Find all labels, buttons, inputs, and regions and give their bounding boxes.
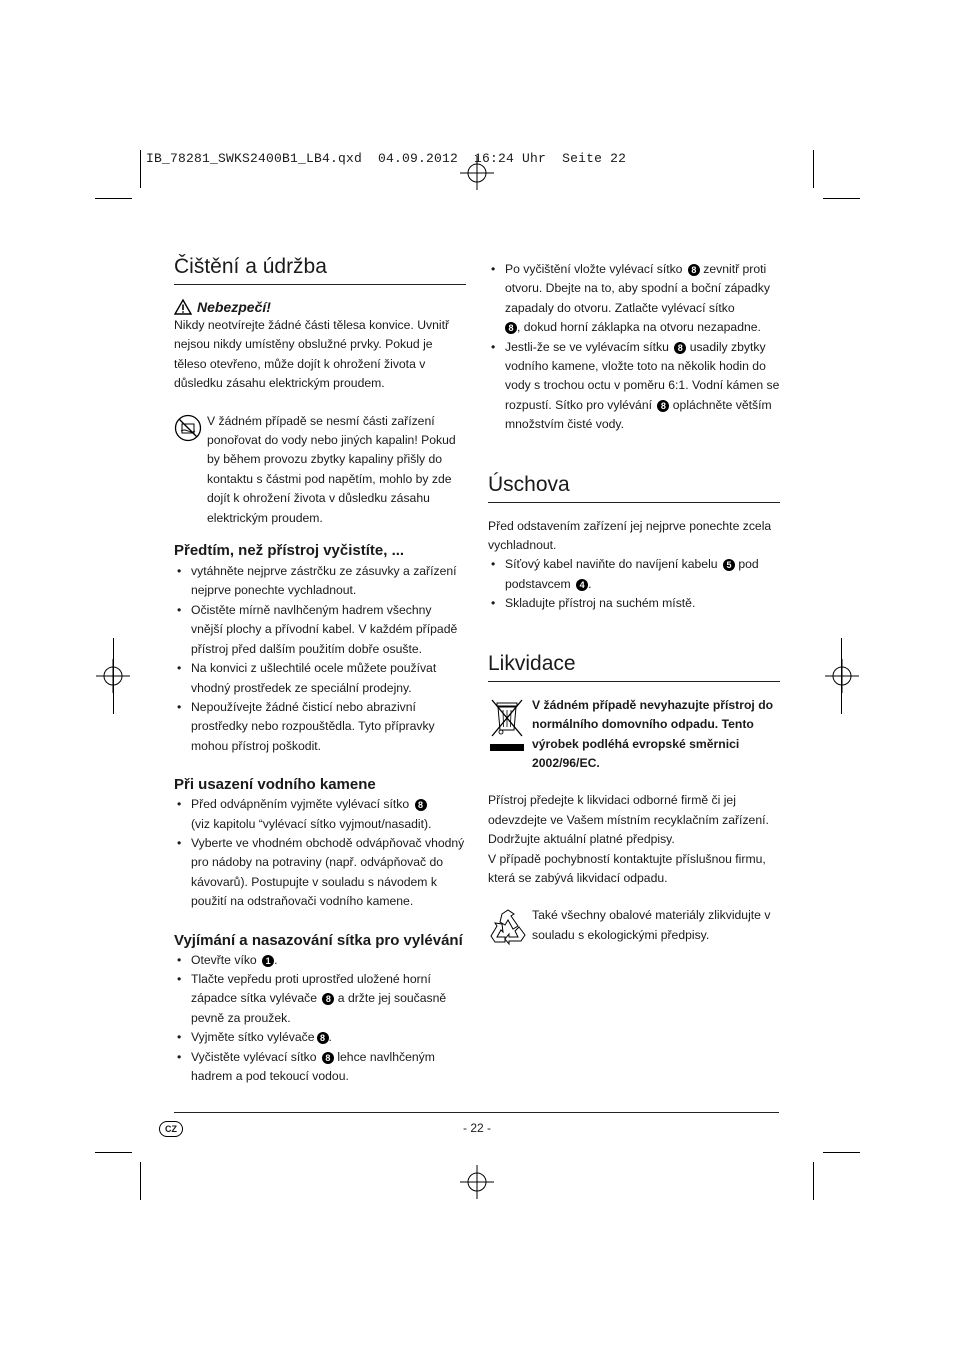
- crop-mark: [841, 638, 842, 714]
- list-item: [174, 970, 466, 1028]
- crop-mark: [823, 198, 860, 199]
- ref-number-sieve: 8: [322, 1052, 334, 1064]
- item-text: Jestli-že se ve vylévacím sítku: [505, 339, 669, 354]
- list-item: • vytáhněte nejprve zástrčku ze zásuvky a zařízení nejprve ponechte vychladnout.: [174, 562, 466, 601]
- list-item: [174, 951, 466, 970]
- item-text: Po vyčištění vložte vylévací sítko: [505, 262, 683, 276]
- ref-number-sieve: 8: [688, 264, 700, 276]
- page-number: - 22 -: [462, 1121, 491, 1135]
- item-text: Síťový kabel naviňte do navíjení kabelu: [505, 557, 718, 572]
- crop-mark: [95, 1152, 132, 1153]
- crop-mark: [813, 150, 814, 188]
- list-item: [174, 1028, 466, 1047]
- item-text: .: [274, 952, 278, 967]
- section-title-cleaning: Čištění a údržba: [174, 255, 466, 285]
- footer-rule: [174, 1112, 779, 1113]
- section-title-disposal: Likvidace: [488, 652, 780, 682]
- sieve-list: [174, 951, 466, 1087]
- list-item: • Očistěte mírně navlhčeným hadrem všechny vnější plochy a přívodní kabel. V každém případě přístroj před dalším použitím dobře osušte.: [174, 601, 466, 659]
- item-text: Tlačte vepředu proti uprostřed uložené horní západce sítka vylévače: [191, 971, 431, 1006]
- left-column: [174, 255, 466, 1086]
- packaging-text: Také všechny obalové materiály zlikvidujte v souladu s ekologickými předpisy.: [532, 908, 771, 942]
- item-text: (viz kapitolu “vylévací sítko vyjmout/nasadit).: [191, 816, 432, 831]
- no-immersion-icon: [174, 414, 202, 442]
- ref-number-sieve: 8: [674, 342, 686, 354]
- file-slug: IB_78281_SWKS2400B1_LB4.qxd 04.09.2012 16:24 Uhr Seite 22: [146, 151, 627, 166]
- heading-limescale: Při usazení vodního kamene: [174, 776, 376, 794]
- packaging-notice: [488, 906, 780, 946]
- item-text: , dokud horní záklapka na otvoru nezapadne.: [517, 320, 761, 335]
- item-text: a držte jej současně pevně za proužek.: [191, 991, 447, 1025]
- ref-number-sieve: 8: [505, 322, 517, 334]
- storage-list: [488, 555, 780, 613]
- ref-number-lid: 1: [262, 955, 274, 967]
- recycling-icon: [488, 908, 528, 946]
- heading-before-cleaning: Předtím, než přístroj vyčistíte, ...: [174, 542, 405, 560]
- list-item: [174, 1048, 466, 1087]
- list-item: [174, 795, 466, 834]
- item-text: zevnitř proti otvoru. Dbejte na to, aby spodní a boční západky zapadaly do otvoru. Zatlačte vylévací sítko: [505, 262, 770, 315]
- item-text: opláchněte větším množstvím čisté vody.: [505, 397, 772, 432]
- ref-number-sieve: 8: [317, 1032, 329, 1044]
- list-item: [488, 260, 780, 338]
- crop-mark: [140, 150, 141, 188]
- ref-number-sieve: 8: [657, 400, 669, 412]
- warning-triangle-icon: [174, 299, 192, 315]
- cleaning-continued-list: [488, 260, 780, 435]
- list-item: • Vyberte ve vhodném obchodě odvápňovač vhodný pro nádoby na potraviny (např. odvápňovač do kávovarů). Postupujte v souladu s návodem k použití na odstraňovači vodního kamene.: [174, 834, 466, 912]
- language-badge: CZ: [159, 1121, 183, 1137]
- immerse-warning: [174, 412, 466, 528]
- ref-number-sieve: 8: [415, 799, 427, 811]
- list-item: • Nepoužívejte žádné čisticí nebo abrazivní prostředky nebo rozpouštědla. Tyto přípravky mohou přístroj poškodit.: [174, 698, 466, 756]
- item-text: pod podstavcem: [505, 557, 759, 591]
- item-text: Vyčistěte vylévací sítko: [191, 1049, 317, 1064]
- crop-mark: [140, 1162, 141, 1200]
- crop-mark: [813, 1162, 814, 1200]
- disposal-text: Přístroj předejte k likvidaci odborné firmě či jej odevzdejte ve Vašem místním recyklačním zařízení. Dodržujte aktuální platné předpisy.: [488, 793, 769, 847]
- item-text: Otevřte víko: [191, 952, 257, 967]
- list-item: [488, 338, 780, 435]
- crop-mark: [95, 198, 132, 199]
- immerse-text: V žádném případě se nesmí části zařízení ponořovat do vody nebo jiných kapalin! Pokud by během provozu zbytky kapaliny přišly do kontaktu s částmi pod napětím, mohlo by zde dojít k ohrožení života v důsledku zásahu elektrickým proudem.: [207, 413, 456, 525]
- ref-number-sieve: 8: [322, 993, 334, 1005]
- crop-mark: [113, 638, 114, 714]
- crop-mark: [823, 1152, 860, 1153]
- registration-mark-bottom: [460, 1165, 494, 1199]
- disposal-warning-text: V žádném případě nevyhazujte přístroj do normálního domovního odpadu. Tento výrobek podléhá evropské směrnici 2002/96/EC.: [532, 697, 774, 770]
- disposal-text-2: V případě pochybností kontaktujte příslušnou firmu, která se zabývá likvidací odpadu.: [488, 851, 766, 885]
- item-text: lehce navlhčeným hadrem a pod tekoucí vodou.: [191, 1049, 435, 1083]
- registration-mark-top: [460, 156, 494, 190]
- limescale-list: [174, 795, 466, 911]
- crossed-bin-icon: [488, 698, 526, 756]
- section-title-storage: Úschova: [488, 473, 780, 503]
- weee-notice: [488, 696, 780, 774]
- danger-title: Nebezpečí!: [197, 299, 271, 315]
- heading-sieve: Vyjímání a nasazování sítka pro vylévání: [174, 931, 463, 949]
- item-text: .: [328, 1030, 332, 1045]
- list-item: • Na konvici z ušlechtilé ocele můžete používat vhodný prostředek ze speciální prodejny.: [174, 659, 466, 698]
- list-item: [488, 555, 780, 594]
- ref-number-base: 4: [576, 579, 588, 591]
- before-cleaning-list: [174, 562, 466, 756]
- list-item: • Skladujte přístroj na suchém místě.: [488, 594, 780, 613]
- item-text: Před odvápněním vyjměte vylévací sítko: [191, 797, 410, 812]
- right-column: [488, 260, 780, 946]
- item-text: usadily zbytky vodního kamene, vložte toto na několik hodin do vody s trochou octu v poměru 6:1. Vodní kámen se rozpustí. Sítko pro vylévání: [505, 339, 780, 412]
- ref-number-cord: 5: [723, 559, 735, 571]
- danger-text: Nikdy neotvírejte žádné části tělesa konvice. Uvnitř nejsou nikdy umístěny obslužné prvky. Pokud je těleso otevřeno, může dojít k ohrožení života v důsledku zásahu elektrickým proudem.: [174, 318, 450, 391]
- storage-intro: Před odstavením zařízení jej nejprve ponechte zcela vychladnout.: [488, 518, 772, 553]
- item-text: Vyjměte sítko vylévače: [191, 1030, 315, 1045]
- item-text: .: [588, 576, 592, 591]
- danger-heading: [174, 299, 466, 315]
- registration-mark-right: [825, 659, 859, 693]
